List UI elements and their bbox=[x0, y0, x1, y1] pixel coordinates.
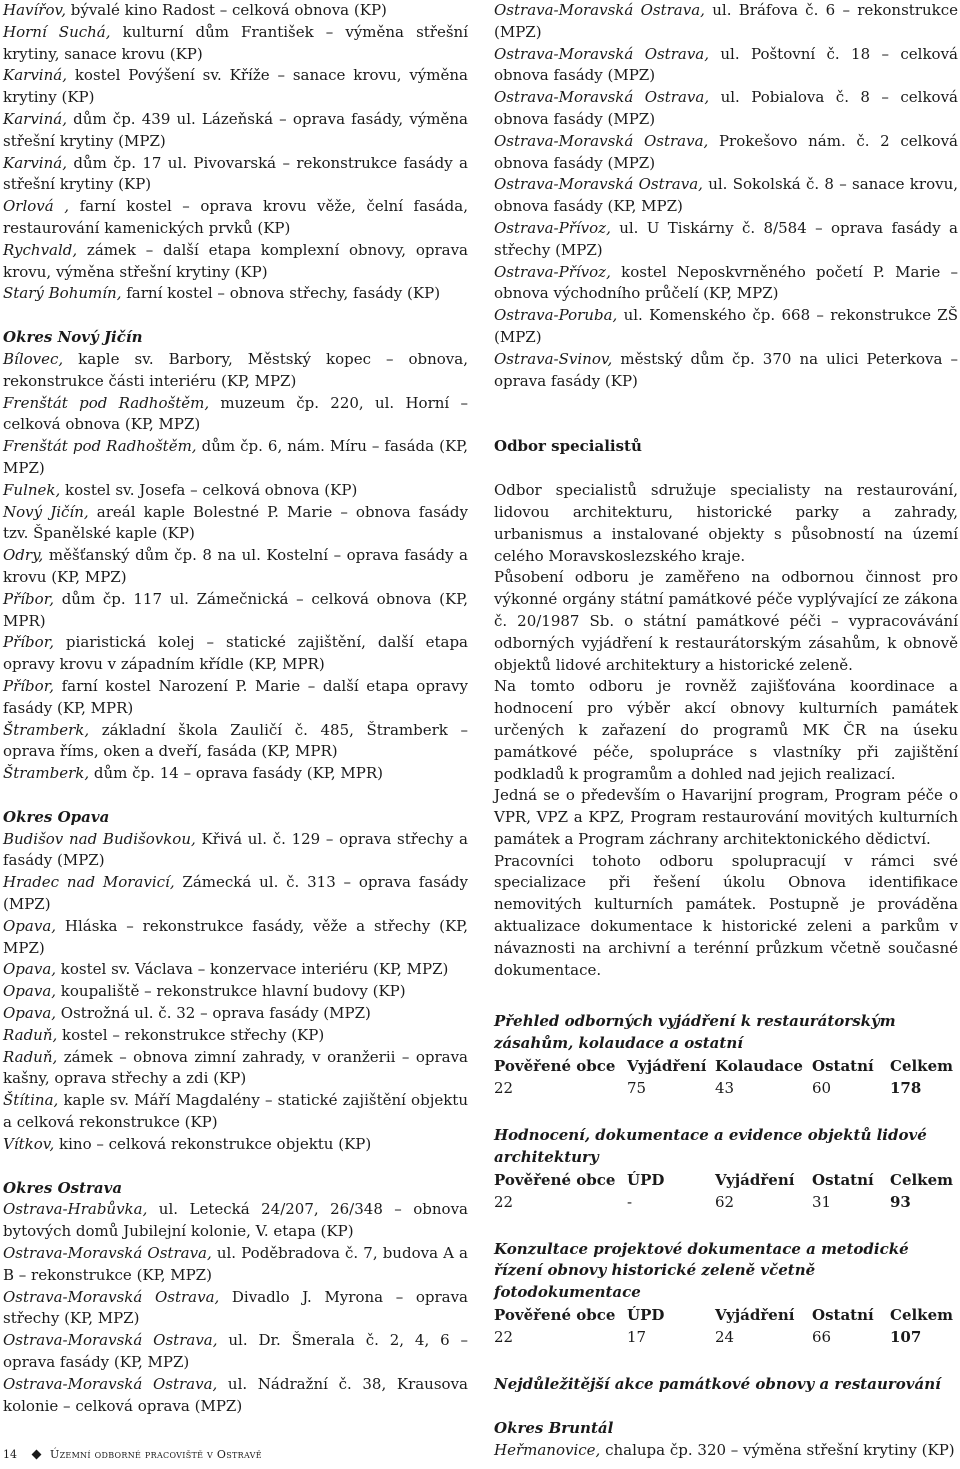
place-name: Ostrava-Hrabůvka, bbox=[3, 1200, 148, 1219]
table-cell: 22 bbox=[494, 1192, 514, 1211]
place-name: Frenštát pod Radhoštěm, bbox=[3, 393, 210, 412]
place-name: Frenštát pod Radhoštěm, bbox=[3, 437, 197, 456]
list-item bbox=[3, 1090, 468, 1134]
table-header: Celkem bbox=[890, 1306, 953, 1325]
list-item bbox=[3, 349, 468, 393]
table-header: Ostatní bbox=[812, 1306, 874, 1325]
entry-description: dům čp. 6, nám. Míru – fasáda (KP, MPZ) bbox=[3, 437, 468, 477]
list-item bbox=[3, 1025, 468, 1047]
table-header: Kolaudace bbox=[715, 1057, 803, 1076]
stats-table bbox=[494, 1055, 953, 1099]
entry-list bbox=[3, 0, 468, 305]
table-cell-total: 107 bbox=[890, 1328, 922, 1347]
list-item bbox=[3, 916, 468, 960]
table-header: Vyjádření bbox=[715, 1306, 795, 1325]
place-name: Ostrava-Moravská Ostrava, bbox=[494, 175, 703, 194]
list-item bbox=[3, 240, 468, 284]
place-name: Odry, bbox=[3, 546, 44, 565]
list-item bbox=[3, 196, 468, 240]
list-item bbox=[3, 1330, 468, 1374]
list-item bbox=[494, 349, 958, 393]
place-name: Starý Bohumín, bbox=[3, 284, 122, 303]
entry-description: kostel Neposkvrněného početí P. Marie – obnova východního průčelí (KP, MPZ) bbox=[494, 262, 958, 303]
entry-description: dům čp. 14 – oprava fasády (KP, MPR) bbox=[89, 764, 383, 783]
entry-description: ul. Poštovní č. 18 – celková obnova fasády (MPZ) bbox=[494, 44, 958, 85]
entry-list bbox=[3, 829, 468, 1156]
table-cell: 17 bbox=[627, 1328, 647, 1347]
place-name: Ostrava-Moravská Ostrava, bbox=[3, 1287, 220, 1306]
list-item bbox=[494, 87, 958, 131]
table-header: ÚPD bbox=[627, 1170, 665, 1189]
entry-description: kostel – rekonstrukce střechy (KP) bbox=[57, 1025, 325, 1044]
place-name: Horní Suchá, bbox=[3, 22, 111, 41]
entry-description: kostel Povýšení sv. Kříže – sanace krovu, výměna krytiny (KP) bbox=[3, 66, 468, 107]
place-name: Rychvald, bbox=[3, 240, 78, 259]
entry-description: Křivá ul. č. 129 – oprava střechy a fasády (MPZ) bbox=[3, 829, 468, 870]
entry-description: dům čp. 117 ul. Zámečnická – celková obnova (KP, MPR) bbox=[3, 589, 468, 630]
table-title: Přehled odborných vyjádření k restaurátorským zásahům, kolaudace a ostatní bbox=[494, 1012, 896, 1053]
place-name: Raduň, bbox=[3, 1025, 58, 1044]
entry-description: piaristická kolej – statické zajištění, další etapa opravy krovu v západním křídle (KP, MPR) bbox=[3, 633, 468, 674]
place-name: Nový Jičín, bbox=[3, 502, 89, 521]
place-name: Ostrava-Přívoz, bbox=[494, 218, 611, 237]
list-item bbox=[3, 436, 468, 480]
paragraph: Na tomto odboru je rovněž zajišťována koordinace a hodnocení pro výběr akcí obnovy kulturních památek určených k zařazení do programů MK ČR na úseku památkové péče, spolupráce s vlastníky při zajištění podkladů k programům a dohled nad jejich realizací. bbox=[494, 677, 958, 783]
table-header: Pověřené obce bbox=[494, 1306, 616, 1325]
entry-description: dům čp. 439 ul. Lázeňská – oprava fasády, výměna střešní krytiny (MPZ) bbox=[3, 109, 468, 150]
place-name: Příbor, bbox=[3, 676, 54, 695]
list-item bbox=[3, 480, 468, 502]
entry-description: ul. Pobialova č. 8 – celková obnova fasády (MPZ) bbox=[494, 88, 958, 128]
table-title: Hodnocení, dokumentace a evidence objektů lidové architektury bbox=[494, 1126, 927, 1166]
entry-list bbox=[494, 1440, 958, 1462]
place-name: Karviná, bbox=[3, 109, 67, 128]
entry-description: základní škola Zauličí č. 485, Štramberk – oprava říms, oken a dveří, fasáda (KP, MPR) bbox=[3, 720, 468, 761]
entry-description: chalupa čp. 320 – výměna střešní krytiny (KP) bbox=[600, 1440, 955, 1459]
list-item bbox=[3, 959, 468, 981]
entry-description: ul. Sokolská č. 8 – sanace krovu, obnova fasády (KP, MPZ) bbox=[494, 175, 959, 216]
entry-description: Prokešovo nám. č. 2 celková obnova fasády (MPZ) bbox=[494, 131, 958, 172]
entry-description: muzeum čp. 220, ul. Horní – celková obnova (KP, MPZ) bbox=[3, 393, 468, 434]
table-cell: 24 bbox=[715, 1328, 735, 1347]
place-name: Příbor, bbox=[3, 589, 54, 608]
left-column bbox=[3, 0, 468, 1417]
list-item bbox=[3, 502, 468, 546]
section-heading-odbor: Odbor specialistů bbox=[494, 437, 642, 456]
place-name: Hradec nad Moravicí, bbox=[3, 873, 175, 892]
table-header: Ostatní bbox=[812, 1170, 874, 1189]
page-footer bbox=[3, 1448, 262, 1461]
list-item bbox=[3, 109, 468, 153]
table-header: Celkem bbox=[890, 1057, 953, 1076]
place-name: Havířov, bbox=[3, 1, 66, 19]
table-header: Pověřené obce bbox=[494, 1057, 616, 1076]
list-item bbox=[3, 283, 468, 305]
entry-description: Divadlo J. Myrona – oprava střechy (KP, MPZ) bbox=[3, 1287, 468, 1328]
entry-description: farní kostel Narození P. Marie – další etapa opravy fasády (KP, MPR) bbox=[3, 676, 468, 717]
place-name: Příbor, bbox=[3, 633, 54, 652]
place-name: Ostrava-Moravská Ostrava, bbox=[494, 1, 705, 19]
place-name: Budišov nad Budišovkou, bbox=[3, 829, 196, 848]
list-item bbox=[3, 981, 468, 1003]
table-title: Konzultace projektové dokumentace a metodické řízení obnovy historické zeleně včetně fotodokumentace bbox=[494, 1239, 909, 1302]
entry-list bbox=[494, 0, 958, 392]
entry-description: bývalé kino Radost – celková obnova (KP) bbox=[65, 1, 387, 19]
place-name: Štramberk, bbox=[3, 720, 90, 739]
right-column bbox=[494, 0, 958, 1461]
table-cell: 22 bbox=[494, 1328, 514, 1347]
table-header: ÚPD bbox=[627, 1306, 665, 1325]
table-cell: 31 bbox=[812, 1192, 832, 1211]
place-name: Štítina, bbox=[3, 1091, 59, 1110]
entry-description: zámek – další etapa komplexní obnovy, oprava krovu, výměna střešní krytiny (KP) bbox=[3, 240, 468, 281]
district-heading-ostrava: Okres Ostrava bbox=[3, 1178, 123, 1197]
entry-description: kino – celková rekonstrukce objektu (KP) bbox=[54, 1134, 372, 1153]
place-name: Opava, bbox=[3, 960, 57, 979]
place-name: Opava, bbox=[3, 1004, 57, 1023]
list-item bbox=[494, 44, 958, 88]
list-item bbox=[3, 763, 468, 785]
table-cell: 22 bbox=[494, 1079, 514, 1098]
table-cell: 66 bbox=[812, 1328, 832, 1347]
entry-description: ul. U Tiskárny č. 8/584 – oprava fasády a střechy (MPZ) bbox=[494, 218, 958, 259]
list-item bbox=[3, 1287, 468, 1331]
place-name: Ostrava-Moravská Ostrava, bbox=[494, 44, 710, 63]
place-name: Ostrava-Moravská Ostrava, bbox=[3, 1331, 218, 1350]
list-item bbox=[3, 0, 468, 22]
list-item bbox=[494, 0, 958, 44]
place-name: Ostrava-Moravská Ostrava, bbox=[3, 1374, 218, 1393]
entry-list bbox=[3, 349, 468, 785]
list-item bbox=[3, 153, 468, 197]
entry-description: farní kostel – oprava krovu věže, čelní fasáda, restaurování kamenických prvků (KP) bbox=[3, 197, 468, 237]
list-item bbox=[494, 1440, 958, 1462]
entry-description: ul. Bráfova č. 6 – rekonstrukce (MPZ) bbox=[494, 1, 959, 41]
entry-description: ul. Komenského čp. 668 – rekonstrukce ZŠ (MPZ) bbox=[494, 306, 958, 346]
list-item bbox=[3, 1003, 468, 1025]
list-item bbox=[494, 131, 958, 175]
entry-description: měšťanský dům čp. 8 na ul. Kostelní – oprava fasády a krovu (KP, MPZ) bbox=[3, 546, 468, 586]
district-heading-bruntal: Okres Bruntál bbox=[494, 1418, 614, 1437]
list-item bbox=[3, 829, 468, 873]
table-cell: 62 bbox=[715, 1192, 735, 1211]
district-heading-opava: Okres Opava bbox=[3, 807, 110, 826]
table-cell: 75 bbox=[627, 1079, 647, 1098]
list-item bbox=[3, 1243, 468, 1287]
table-cell: 43 bbox=[715, 1079, 735, 1098]
entry-description: kostel sv. Václava – konzervace interiéru (KP, MPZ) bbox=[56, 960, 449, 979]
table-header: Pověřené obce bbox=[494, 1170, 616, 1189]
list-item bbox=[3, 589, 468, 633]
place-name: Karviná, bbox=[3, 153, 67, 172]
place-name: Orlová , bbox=[3, 197, 70, 216]
list-item bbox=[3, 1374, 468, 1418]
list-item bbox=[3, 1134, 468, 1156]
list-item bbox=[3, 676, 468, 720]
entry-description: Ostrožná ul. č. 32 – oprava fasády (MPZ) bbox=[56, 1004, 371, 1023]
entry-description: kaple sv. Máří Magdalény – statické zajištění objektu a celková rekonstrukce (KP) bbox=[3, 1091, 468, 1132]
table-header: Vyjádření bbox=[627, 1057, 707, 1076]
district-heading-novy-jicin: Okres Nový Jičín bbox=[3, 328, 143, 347]
entry-description: kaple sv. Barbory, Městský kopec – obnova, rekonstrukce části interiéru (KP, MPZ) bbox=[3, 349, 468, 390]
place-name: Ostrava-Moravská Ostrava, bbox=[494, 88, 710, 107]
table-cell-total: 178 bbox=[890, 1079, 922, 1098]
table-header: Vyjádření bbox=[715, 1170, 795, 1189]
entry-description: ul. Letecká 24/207, 26/348 – obnova bytových domů Jubilejní kolonie, V. etapa (KP) bbox=[3, 1200, 468, 1241]
table-header: Ostatní bbox=[812, 1057, 874, 1076]
entry-list bbox=[3, 1199, 468, 1417]
entry-description: ul. Dr. Šmerala č. 2, 4, 6 – oprava fasády (KP, MPZ) bbox=[3, 1331, 468, 1372]
place-name: Heřmanovice, bbox=[494, 1440, 601, 1459]
list-item bbox=[494, 305, 958, 349]
list-item bbox=[3, 632, 468, 676]
diamond-icon bbox=[32, 1450, 42, 1460]
place-name: Ostrava-Přívoz, bbox=[494, 262, 611, 281]
entry-description: kostel sv. Josefa – celková obnova (KP) bbox=[60, 480, 358, 499]
place-name: Bílovec, bbox=[3, 349, 64, 368]
place-name: Ostrava-Moravská Ostrava, bbox=[494, 131, 709, 150]
paragraph: Odbor specialistů sdružuje specialisty na restaurování, lidovou architekturu, historické parky a zahrady, urbanismus a instalované objekty s působností na území celého Moravskoslezského kraje. bbox=[494, 481, 958, 565]
paragraph: Působení odboru je zaměřeno na odbornou činnost pro výkonné orgány státní památkové péče vyplývající ze zákona č. 20/1987 Sb. o státní památkové péči – vypracovávání odborných vyjádření k restaurátorským zásahům, k obnově objektů lidové architektury a historické zeleně. bbox=[494, 568, 958, 674]
entry-description: ul. Nádražní č. 38, Krausova kolonie – celková oprava (MPZ) bbox=[3, 1374, 468, 1415]
entry-description: ul. Poděbradova č. 7, budova A a B – rekonstrukce (KP, MPZ) bbox=[3, 1244, 468, 1284]
footer-text: Územní odborné pracoviště v Ostravě bbox=[50, 1448, 262, 1461]
place-name: Raduň, bbox=[3, 1047, 58, 1066]
entry-description: areál kaple Bolestné P. Marie – obnova fasády tzv. Španělské kaple (KP) bbox=[3, 502, 468, 543]
list-item bbox=[3, 545, 468, 589]
list-item bbox=[494, 174, 958, 218]
place-name: Ostrava-Svinov, bbox=[494, 349, 613, 368]
table-cell: 60 bbox=[812, 1079, 832, 1098]
entry-description: zámek – obnova zimní zahrady, v oranžerii – oprava kašny, oprava střechy a zdi (KP) bbox=[3, 1047, 468, 1088]
list-item bbox=[3, 393, 468, 437]
place-name: Fulnek, bbox=[3, 480, 61, 499]
table-cell-total: 93 bbox=[890, 1192, 911, 1211]
entry-description: městský dům čp. 370 na ulici Peterkova – oprava fasády (KP) bbox=[494, 349, 958, 390]
table-header: Celkem bbox=[890, 1170, 953, 1189]
list-item bbox=[494, 218, 958, 262]
list-item bbox=[3, 1199, 468, 1243]
list-item bbox=[3, 1047, 468, 1091]
place-name: Opava, bbox=[3, 916, 57, 935]
section-heading-important: Nejdůležitější akce památkové obnovy a restaurování bbox=[494, 1375, 941, 1394]
place-name: Karviná, bbox=[3, 66, 67, 85]
list-item bbox=[3, 22, 468, 66]
entry-description: dům čp. 17 ul. Pivovarská – rekonstrukce fasády a střešní krytiny (KP) bbox=[3, 153, 468, 194]
place-name: Štramberk, bbox=[3, 764, 90, 783]
paragraph: Pracovníci tohoto odboru spolupracují v rámci své specializace při řešení úkolu Obnova identifikace nemovitých kulturních památek. Postupně je prováděna aktualizace dokumentace k historické zeleni a parkům v návaznosti na archivní a terénní průzkum včetně současné dokumentace. bbox=[494, 851, 958, 979]
list-item bbox=[3, 720, 468, 764]
entry-description: farní kostel – obnova střechy, fasády (KP) bbox=[121, 284, 441, 303]
place-name: Vítkov, bbox=[3, 1134, 55, 1153]
place-name: Ostrava-Moravská Ostrava, bbox=[3, 1244, 212, 1263]
entry-description: Zámecká ul. č. 313 – oprava fasády (MPZ) bbox=[3, 873, 468, 914]
entry-description: koupaliště – rekonstrukce hlavní budovy (KP) bbox=[56, 982, 406, 1001]
list-item bbox=[494, 262, 958, 306]
stats-table bbox=[494, 1169, 953, 1213]
list-item bbox=[3, 65, 468, 109]
entry-description: kulturní dům František – výměna střešní krytiny, sanace krovu (KP) bbox=[3, 22, 468, 63]
table-cell: - bbox=[627, 1192, 633, 1211]
stats-table bbox=[494, 1304, 953, 1348]
place-name: Ostrava-Poruba, bbox=[494, 306, 618, 325]
list-item bbox=[3, 872, 468, 916]
paragraph: Jedná se o především o Havarijní program, Program péče o VPR, VPZ a KPZ, Program restaurování movitých kulturních památek a Program záchrany architektonického dědictví. bbox=[494, 786, 958, 848]
page-number: 14 bbox=[3, 1448, 17, 1461]
entry-description: Hláska – rekonstrukce fasády, věže a střechy (KP, MPZ) bbox=[3, 916, 468, 957]
place-name: Opava, bbox=[3, 982, 57, 1001]
